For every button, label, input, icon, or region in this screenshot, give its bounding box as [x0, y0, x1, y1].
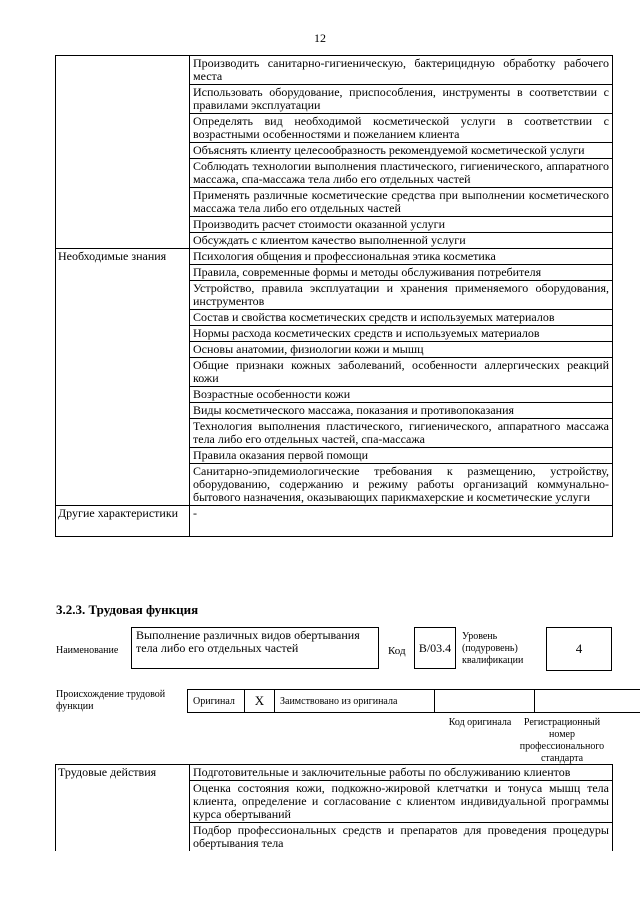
skill-item: Обсуждать с клиентом качество выполненной услуги	[190, 233, 613, 249]
function-code: В/03.4	[414, 627, 456, 669]
label-cell	[56, 188, 190, 217]
knowledge-item: Правила, современные формы и методы обслуживания потребителя	[190, 265, 613, 281]
label-cell	[56, 85, 190, 114]
label-cell	[56, 310, 190, 326]
labor-action-item: Оценка состояния кожи, подкожно-жировой клетчатки и тонуса мышц тела клиента, определение и согласование с клиентом индивидуальной программы курса обертываний	[190, 781, 613, 823]
label-cell	[56, 358, 190, 387]
label-cell	[56, 159, 190, 188]
page-number: 12	[314, 31, 326, 45]
level-label: Уровень (подуровень) квалификации	[462, 631, 524, 666]
other-label: Другие характеристики	[56, 506, 190, 537]
origin-table	[187, 689, 640, 713]
label-cell	[56, 326, 190, 342]
borrowed-label: Заимствовано из оригинала	[275, 690, 435, 712]
original-code-cell	[435, 690, 535, 712]
knowledge-item: Основы анатомии, физиологии кожи и мышц	[190, 342, 613, 358]
table-row	[56, 233, 613, 249]
table-row	[56, 403, 613, 419]
name-label: Наименование	[56, 645, 119, 656]
label-cell	[56, 56, 190, 85]
reg-number-caption: Регистрационный номер профессионального стандарта	[519, 717, 605, 764]
code-label: Код	[388, 645, 406, 657]
table-row	[56, 159, 613, 188]
label-cell	[56, 448, 190, 464]
table-row	[56, 765, 613, 781]
knowledge-item: Состав и свойства косметических средств и используемых материалов	[190, 310, 613, 326]
function-name: Выполнение различных видов обертывания тела либо его отдельных частей	[131, 627, 379, 669]
label-cell	[56, 143, 190, 159]
table-row	[56, 326, 613, 342]
knowledge-item: Санитарно-эпидемиологические требования к размещению, устройству, оборудованию, содержанию и режиму работы организаций коммунально-бытового назначения, оказывающих парикмахерские и косметические услуги	[190, 464, 613, 506]
reg-number-cell	[535, 690, 640, 712]
knowledge-item: Общие признаки кожных заболеваний, особенности аллергических реакций кожи	[190, 358, 613, 387]
knowledge-item: Технология выполнения пластического, гигиенического, аппаратного массажа тела либо его отдельных частей, спа-массажа	[190, 419, 613, 448]
table-row	[56, 448, 613, 464]
table-row	[56, 85, 613, 114]
requirements-table	[55, 55, 613, 537]
table-row	[56, 310, 613, 326]
label-cell	[56, 823, 190, 852]
table-row	[56, 419, 613, 448]
skill-item: Применять различные косметические средства при выполнении косметического массажа тела либо его отдельных частей	[190, 188, 613, 217]
skill-item: Производить санитарно-гигиеническую, бактерицидную обработку рабочего места	[190, 56, 613, 85]
table-row	[56, 781, 613, 823]
label-cell	[56, 419, 190, 448]
original-mark: X	[245, 690, 275, 712]
table-row	[56, 358, 613, 387]
knowledge-item: Устройство, правила эксплуатации и хранения применяемого оборудования, инструментов	[190, 281, 613, 310]
table-row	[56, 342, 613, 358]
knowledge-item: Возрастные особенности кожи	[190, 387, 613, 403]
table-row	[56, 114, 613, 143]
skill-item: Определять вид необходимой косметической услуги в соответствии с возрастными особенностями и пожеланием клиента	[190, 114, 613, 143]
original-label: Оригинал	[188, 690, 245, 712]
knowledge-item: Нормы расхода косметических средств и используемых материалов	[190, 326, 613, 342]
table-row	[56, 265, 613, 281]
label-cell	[56, 342, 190, 358]
knowledge-item: Правила оказания первой помощи	[190, 448, 613, 464]
label-cell	[56, 781, 190, 823]
table-row	[56, 56, 613, 85]
label-cell	[56, 233, 190, 249]
table-row	[56, 188, 613, 217]
qualification-level: 4	[546, 627, 612, 671]
table-row	[56, 506, 613, 537]
label-cell	[56, 403, 190, 419]
labor-action-item: Подбор профессиональных средств и препаратов для проведения процедуры обертывания тела	[190, 823, 613, 852]
labor-actions-table	[55, 764, 613, 851]
label-cell	[56, 217, 190, 233]
table-row	[56, 281, 613, 310]
skill-item: Производить расчет стоимости оказанной услуги	[190, 217, 613, 233]
table-row	[56, 143, 613, 159]
table-row	[56, 823, 613, 852]
table-row	[56, 217, 613, 233]
label-cell	[56, 387, 190, 403]
knowledge-label: Необходимые знания	[56, 249, 190, 265]
table-row	[56, 249, 613, 265]
other-value: -	[190, 506, 613, 537]
label-cell	[56, 114, 190, 143]
table-row	[56, 464, 613, 506]
code-original-caption: Код оригинала	[448, 717, 512, 728]
labor-action-item: Подготовительные и заключительные работы по обслуживанию клиентов	[190, 765, 613, 781]
origin-label: Происхождение трудовой функции	[56, 689, 166, 712]
label-cell	[56, 281, 190, 310]
labor-actions-label: Трудовые действия	[56, 765, 190, 781]
label-cell	[56, 464, 190, 506]
section-title: 3.2.3. Трудовая функция	[56, 602, 199, 617]
knowledge-item: Виды косметического массажа, показания и противопоказания	[190, 403, 613, 419]
table-row	[56, 387, 613, 403]
skill-item: Использовать оборудование, приспособления, инструменты в соответствии с правилами эксплуатации	[190, 85, 613, 114]
knowledge-item: Психология общения и профессиональная этика косметика	[190, 249, 613, 265]
skill-item: Объяснять клиенту целесообразность рекомендуемой косметической услуги	[190, 143, 613, 159]
skill-item: Соблюдать технологии выполнения пластического, гигиенического, аппаратного массажа, спа-массажа тела либо его отдельных частей	[190, 159, 613, 188]
label-cell	[56, 265, 190, 281]
